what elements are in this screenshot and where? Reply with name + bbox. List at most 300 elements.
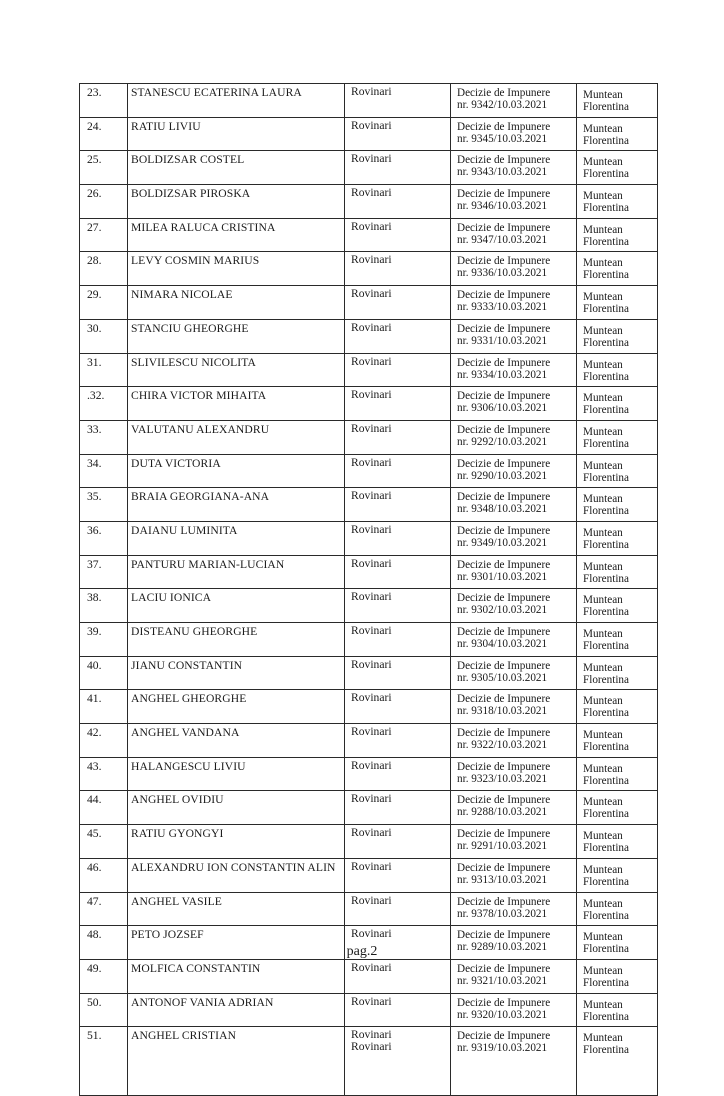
responsible-cell (577, 757, 658, 791)
responsible-given-name: Florentina (583, 336, 629, 349)
row-number: 38. (80, 589, 128, 623)
responsible-surname: Muntean (583, 257, 623, 270)
row-number: 40. (80, 656, 128, 690)
locality: Rovinari (351, 657, 392, 671)
row-number: 24. (80, 117, 128, 151)
locality-cell (345, 959, 451, 993)
responsible-given-name: Florentina (583, 505, 629, 518)
tax-decision-cell (451, 387, 577, 421)
responsible-surname: Muntean (583, 594, 623, 607)
responsible-cell (577, 589, 658, 623)
responsible-cell (577, 218, 658, 252)
responsible-cell (577, 488, 658, 522)
tax-decision-cell (451, 286, 577, 320)
locality: Rovinari (351, 624, 392, 637)
tax-decision-cell (451, 825, 577, 859)
row-number: 28. (80, 252, 128, 286)
tax-decision-title: Decizie de Impunere (457, 659, 551, 672)
responsible-surname: Muntean (583, 695, 623, 708)
locality: Rovinari (351, 792, 392, 806)
locality-cell (345, 84, 451, 118)
responsible-surname: Muntean (583, 392, 623, 405)
taxpayer-name: BOLDIZSAR PIROSKA (128, 185, 345, 219)
locality-cell (345, 791, 451, 825)
taxpayer-name: LACIU IONICA (128, 589, 345, 623)
responsible-given-name: Florentina (583, 909, 629, 922)
responsible-cell (577, 117, 658, 151)
responsible-surname: Muntean (583, 89, 623, 101)
locality: Rovinari (351, 388, 392, 402)
responsible-cell (577, 454, 658, 488)
tax-decision-number: nr. 9319/10.03.2021 (457, 1042, 548, 1055)
taxpayer-name: ANGHEL OVIDIU (128, 791, 345, 825)
locality: Rovinari (351, 219, 392, 233)
tax-decision-title: Decizie de Impunere (457, 592, 551, 605)
locality: Rovinari (351, 455, 392, 469)
table-row (80, 521, 658, 555)
tax-decision-number: nr. 9292/10.03.2021 (457, 435, 548, 448)
responsible-surname: Muntean (583, 830, 623, 843)
responsible-surname: Muntean (583, 122, 623, 135)
responsible-cell (577, 825, 658, 859)
locality: Rovinari (351, 725, 392, 739)
row-number: 51. (80, 1027, 128, 1096)
responsible-surname: Muntean (583, 796, 623, 809)
tax-decision-title: Decizie de Impunere (457, 188, 551, 201)
locality-cell (345, 589, 451, 623)
tax-decision-number: nr. 9291/10.03.2021 (457, 840, 548, 853)
tax-decision-cell (451, 185, 577, 219)
responsible-surname: Muntean (583, 762, 623, 775)
tax-decision-number: nr. 9348/10.03.2021 (457, 503, 548, 516)
tax-decision-title: Decizie de Impunere (457, 356, 551, 369)
locality-cell (345, 623, 451, 657)
tax-decision-title: Decizie de Impunere (457, 558, 551, 571)
tax-decision-number: nr. 9306/10.03.2021 (457, 402, 548, 415)
row-number: 30. (80, 319, 128, 353)
taxpayer-name: ANGHEL VANDANA (128, 724, 345, 758)
taxpayer-name: ALEXANDRU ION CONSTANTIN ALIN (128, 858, 345, 892)
responsible-cell (577, 1027, 658, 1096)
tax-decision-number: nr. 9334/10.03.2021 (457, 368, 548, 381)
tax-decision-cell (451, 858, 577, 892)
table-row (80, 488, 658, 522)
responsible-given-name: Florentina (583, 370, 629, 383)
locality-cell (345, 690, 451, 724)
tax-decision-cell (451, 151, 577, 185)
table-row (80, 387, 658, 421)
tax-decision-title: Decizie de Impunere (457, 693, 551, 706)
tax-decision-title: Decizie de Impunere (457, 996, 551, 1009)
table-row (80, 690, 658, 724)
row-number: 45. (80, 825, 128, 859)
table-row (80, 959, 658, 993)
tax-decision-number: nr. 9289/10.03.2021 (457, 941, 548, 954)
row-number: 44. (80, 791, 128, 825)
tax-decision-title: Decizie de Impunere (457, 221, 551, 234)
taxpayer-name: HALANGESCU LIVIU (128, 757, 345, 791)
tax-decision-title: Decizie de Impunere (457, 255, 551, 268)
responsible-given-name: Florentina (583, 976, 629, 989)
tax-decision-number: nr. 9346/10.03.2021 (457, 200, 548, 213)
row-number: 37. (80, 555, 128, 589)
responsible-surname: Muntean (583, 459, 623, 472)
row-number: 33. (80, 420, 128, 454)
responsible-cell (577, 959, 658, 993)
table-row (80, 555, 658, 589)
taxpayer-name: CHIRA VICTOR MIHAITA (128, 387, 345, 421)
taxpayer-name: MILEA RALUCA CRISTINA (128, 218, 345, 252)
table-row (80, 218, 658, 252)
locality: Rovinari (351, 354, 392, 368)
responsible-surname: Muntean (583, 1032, 623, 1045)
locality-cell (345, 353, 451, 387)
responsible-given-name: Florentina (583, 471, 629, 484)
tax-decision-title: Decizie de Impunere (457, 760, 551, 773)
responsible-surname: Muntean (583, 291, 623, 304)
locality-cell (345, 1027, 451, 1096)
tax-decision-title: Decizie de Impunere (457, 929, 551, 942)
tax-decision-title: Decizie de Impunere (457, 524, 551, 537)
tax-decision-title: Decizie de Impunere (457, 87, 551, 99)
locality-cell (345, 454, 451, 488)
locality-cell (345, 252, 451, 286)
locality-cell (345, 286, 451, 320)
locality: Rovinari (351, 118, 392, 132)
locality: Rovinari (351, 556, 392, 570)
tax-decision-title: Decizie de Impunere (457, 457, 551, 470)
taxpayer-name: STANCIU GHEORGHE (128, 319, 345, 353)
locality: Rovinari (351, 927, 392, 941)
responsible-given-name: Florentina (583, 1044, 629, 1057)
taxpayer-name: STANESCU ECATERINA LAURA (128, 84, 345, 118)
row-number: 29. (80, 286, 128, 320)
row-number: 25. (80, 151, 128, 185)
responsible-given-name: Florentina (583, 101, 629, 113)
table-row (80, 892, 658, 926)
responsible-cell (577, 656, 658, 690)
row-number: 43. (80, 757, 128, 791)
locality: Rovinari (351, 186, 392, 200)
responsible-surname: Muntean (583, 324, 623, 337)
taxpayer-name: RATIU LIVIU (128, 117, 345, 151)
tax-decision-number: nr. 9321/10.03.2021 (457, 974, 548, 987)
taxpayer-name: PETO JOZSEF (128, 926, 345, 960)
locality-cell (345, 117, 451, 151)
taxpayer-name: PANTURU MARIAN-LUCIAN (128, 555, 345, 589)
responsible-given-name: Florentina (583, 875, 629, 888)
row-number: 34. (80, 454, 128, 488)
tax-decision-cell (451, 656, 577, 690)
locality: Rovinari (351, 590, 392, 604)
row-number: 35. (80, 488, 128, 522)
tax-decision-number: nr. 9288/10.03.2021 (457, 806, 548, 819)
tax-decision-title: Decizie de Impunere (457, 962, 551, 975)
locality-cell (345, 724, 451, 758)
locality-cell (345, 858, 451, 892)
taxpayer-name: DISTEANU GHEORGHE (128, 623, 345, 657)
row-number: 27. (80, 218, 128, 252)
locality: Rovinari (351, 859, 392, 873)
tax-decision-number: nr. 9345/10.03.2021 (457, 132, 548, 145)
responsible-given-name: Florentina (583, 235, 629, 248)
responsible-cell (577, 993, 658, 1027)
taxpayer-name: ANTONOF VANIA ADRIAN (128, 993, 345, 1027)
tax-decision-title: Decizie de Impunere (457, 794, 551, 807)
row-number: 26. (80, 185, 128, 219)
tax-decision-cell (451, 959, 577, 993)
row-number: 46. (80, 858, 128, 892)
responsible-given-name: Florentina (583, 404, 629, 417)
locality-cell (345, 420, 451, 454)
responsible-cell (577, 791, 658, 825)
tax-decision-cell (451, 84, 577, 118)
responsible-surname: Muntean (583, 560, 623, 573)
locality: Rovinari (351, 994, 392, 1008)
locality-cell (345, 488, 451, 522)
taxpayer-name: DAIANU LUMINITA (128, 521, 345, 555)
table-row (80, 993, 658, 1027)
tax-decision-number: nr. 9320/10.03.2021 (457, 1008, 548, 1021)
tax-decision-number: nr. 9322/10.03.2021 (457, 739, 548, 752)
table-row (80, 623, 658, 657)
locality: Rovinari (351, 85, 392, 98)
locality-cell (345, 825, 451, 859)
tax-decision-title: Decizie de Impunere (457, 491, 551, 504)
taxpayer-name: SLIVILESCU NICOLITA (128, 353, 345, 387)
locality: Rovinari (351, 421, 392, 435)
locality: Rovinari (351, 522, 392, 536)
table-row (80, 84, 658, 118)
locality-cell (345, 218, 451, 252)
responsible-cell (577, 724, 658, 758)
responsible-surname: Muntean (583, 931, 623, 944)
responsible-surname: Muntean (583, 897, 623, 910)
responsible-given-name: Florentina (583, 538, 629, 551)
taxpayer-name: ANGHEL VASILE (128, 892, 345, 926)
row-number: 50. (80, 993, 128, 1027)
taxpayer-name: VALUTANU ALEXANDRU (128, 420, 345, 454)
table-row (80, 825, 658, 859)
locality: Rovinari (351, 287, 392, 301)
tax-decision-title: Decizie de Impunere (457, 322, 551, 335)
tax-decision-number: nr. 9318/10.03.2021 (457, 705, 548, 718)
locality-cell (345, 387, 451, 421)
table-row (80, 117, 658, 151)
responsible-given-name: Florentina (583, 707, 629, 720)
tax-decision-number: nr. 9323/10.03.2021 (457, 772, 548, 785)
responsible-given-name: Florentina (583, 168, 629, 181)
taxpayer-name: BRAIA GEORGIANA-ANA (128, 488, 345, 522)
locality: Rovinari (351, 960, 392, 974)
responsible-given-name: Florentina (583, 640, 629, 652)
responsible-surname: Muntean (583, 358, 623, 371)
tax-decision-cell (451, 623, 577, 657)
tax-decision-number: nr. 9304/10.03.2021 (457, 638, 548, 650)
responsible-cell (577, 555, 658, 589)
locality-cell (345, 319, 451, 353)
row-number: 39. (80, 623, 128, 657)
responsible-cell (577, 252, 658, 286)
tax-decision-title: Decizie de Impunere (457, 289, 551, 302)
tax-decision-title: Decizie de Impunere (457, 895, 551, 908)
tax-decision-cell (451, 521, 577, 555)
table-row (80, 1027, 658, 1096)
page-number: pag.2 (346, 944, 378, 959)
tax-decision-number: nr. 9290/10.03.2021 (457, 469, 548, 482)
tax-decision-title: Decizie de Impunere (457, 423, 551, 436)
taxpayer-name: DUTA VICTORIA (128, 454, 345, 488)
responsible-given-name: Florentina (583, 808, 629, 821)
tax-decision-number: nr. 9343/10.03.2021 (457, 166, 548, 179)
tax-decision-number: nr. 9331/10.03.2021 (457, 334, 548, 347)
tax-decision-cell (451, 724, 577, 758)
responsible-surname: Muntean (583, 425, 623, 438)
table-row (80, 185, 658, 219)
locality: Rovinari (351, 152, 392, 166)
responsible-given-name: Florentina (583, 269, 629, 282)
row-number: 41. (80, 690, 128, 724)
table-row (80, 757, 658, 791)
locality: Rovinari (351, 691, 392, 705)
locality: Rovinari (351, 893, 392, 907)
tax-decision-title: Decizie de Impunere (457, 120, 551, 133)
table-row (80, 286, 658, 320)
responsible-given-name: Florentina (583, 303, 629, 316)
tax-decision-number: nr. 9336/10.03.2021 (457, 267, 548, 280)
responsible-given-name: Florentina (583, 943, 629, 956)
table-row (80, 791, 658, 825)
responsible-cell (577, 521, 658, 555)
responsible-given-name: Florentina (583, 774, 629, 787)
table-row (80, 724, 658, 758)
tax-decision-cell (451, 791, 577, 825)
responsible-surname: Muntean (583, 156, 623, 169)
responsible-given-name: Florentina (583, 673, 629, 686)
table-row (80, 454, 658, 488)
tax-decision-title: Decizie de Impunere (457, 861, 551, 874)
table-row (80, 420, 658, 454)
responsible-surname: Muntean (583, 661, 623, 674)
tax-decision-title: Decizie de Impunere (457, 1030, 551, 1043)
tax-decision-number: nr. 9302/10.03.2021 (457, 604, 548, 617)
tax-decision-cell (451, 218, 577, 252)
tax-decision-cell (451, 488, 577, 522)
locality: Rovinari (351, 253, 392, 267)
table-row (80, 656, 658, 690)
row-number: 31. (80, 353, 128, 387)
responsible-cell (577, 84, 658, 118)
tax-decision-cell (451, 353, 577, 387)
tax-decision-number: nr. 9347/10.03.2021 (457, 233, 548, 246)
responsible-surname: Muntean (583, 223, 623, 236)
table-row (80, 858, 658, 892)
tax-decision-cell (451, 690, 577, 724)
tax-decision-title: Decizie de Impunere (457, 154, 551, 167)
tax-decision-number: nr. 9349/10.03.2021 (457, 536, 548, 549)
tax-decision-number: nr. 9313/10.03.2021 (457, 873, 548, 886)
locality-cell (345, 656, 451, 690)
taxpayer-name: JIANU CONSTANTIN (128, 656, 345, 690)
responsible-cell (577, 319, 658, 353)
responsible-surname: Muntean (583, 964, 623, 977)
tax-decision-cell (451, 757, 577, 791)
locality: Rovinari (351, 826, 392, 840)
row-number: 36. (80, 521, 128, 555)
tax-decision-cell (451, 589, 577, 623)
taxpayer-name: RATIU GYONGYI (128, 825, 345, 859)
taxpayer-name: ANGHEL CRISTIAN (128, 1027, 345, 1096)
responsible-surname: Muntean (583, 526, 623, 539)
tax-decision-cell (451, 555, 577, 589)
tax-decision-cell (451, 420, 577, 454)
row-number: .32. (80, 387, 128, 421)
tax-decision-cell (451, 1027, 577, 1096)
responsible-given-name: Florentina (583, 741, 629, 754)
responsible-surname: Muntean (583, 863, 623, 876)
locality-cell (345, 757, 451, 791)
row-number: 42. (80, 724, 128, 758)
tax-decision-number: nr. 9342/10.03.2021 (457, 99, 548, 111)
locality-cell (345, 555, 451, 589)
tax-decision-number: nr. 9305/10.03.2021 (457, 671, 548, 684)
taxpayer-name: MOLFICA CONSTANTIN (128, 959, 345, 993)
table-row (80, 252, 658, 286)
responsible-cell (577, 420, 658, 454)
tax-decision-number: nr. 9378/10.03.2021 (457, 907, 548, 920)
tax-decision-title: Decizie de Impunere (457, 828, 551, 841)
table-row (80, 353, 658, 387)
locality-cell (345, 151, 451, 185)
responsible-given-name: Florentina (583, 606, 629, 619)
tax-decision-title: Decizie de Impunere (457, 727, 551, 740)
row-number: 49. (80, 959, 128, 993)
responsible-given-name: Florentina (583, 437, 629, 450)
row-number: 48. (80, 926, 128, 960)
responsible-cell (577, 387, 658, 421)
locality-cell (345, 185, 451, 219)
tax-decision-number: nr. 9301/10.03.2021 (457, 570, 548, 583)
locality: Rovinari (351, 1028, 392, 1042)
row-number: 47. (80, 892, 128, 926)
responsible-cell (577, 892, 658, 926)
taxpayer-name: NIMARA NICOLAE (128, 286, 345, 320)
row-number: 23. (80, 84, 128, 118)
responsible-given-name: Florentina (583, 202, 629, 215)
responsible-cell (577, 185, 658, 219)
locality: Rovinari (351, 758, 392, 772)
taxpayer-name: BOLDIZSAR COSTEL (128, 151, 345, 185)
tax-decision-title: Decizie de Impunere (457, 390, 551, 403)
locality-cell (345, 993, 451, 1027)
tax-decision-title: Decizie de Impunere (457, 626, 551, 638)
taxpayer-name: LEVY COSMIN MARIUS (128, 252, 345, 286)
responsible-given-name: Florentina (583, 842, 629, 855)
tax-decision-cell (451, 252, 577, 286)
tax-decision-cell (451, 117, 577, 151)
tax-decision-cell (451, 319, 577, 353)
table-row (80, 589, 658, 623)
tax-decision-cell (451, 892, 577, 926)
responsible-surname: Muntean (583, 729, 623, 742)
locality: Rovinari (351, 320, 392, 334)
responsible-surname: Muntean (583, 190, 623, 203)
responsible-given-name: Florentina (583, 134, 629, 147)
table-row (80, 151, 658, 185)
responsible-cell (577, 151, 658, 185)
responsible-cell (577, 353, 658, 387)
locality-cell (345, 892, 451, 926)
